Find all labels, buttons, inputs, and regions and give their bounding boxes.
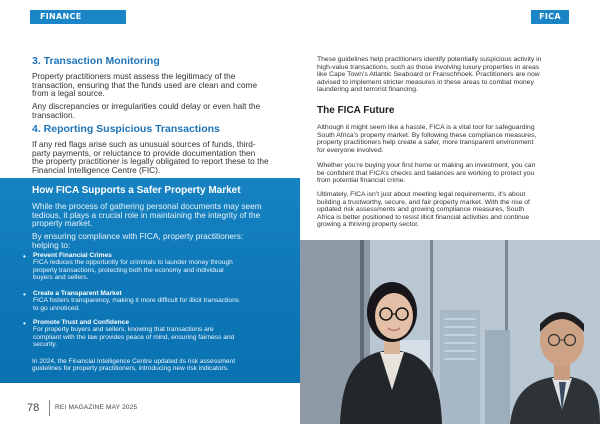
topic-tag: FICA [531, 10, 569, 24]
paragraph-reporting: If any red flags arise such as unusual sources of funds, third- party payments, or reluctance to provide documentation then the property practitioner is legally obligated to report these to the Financial Intelligence Centre (FIC). [32, 139, 269, 175]
bullet-dot-icon: • [23, 252, 26, 261]
magazine-issue: REI MAGAZINE MAY 2025 [55, 404, 138, 411]
bullet-dot-icon: • [23, 319, 26, 328]
paragraph-first-home: Whether you’re buying your first home or making an investment, you can be confident that FICA’s checks and balances are working to protect you from potential financial crime. [317, 162, 536, 185]
bullet-prevent-crimes: • Prevent Financial Crimes FICA reduces the opportunity for criminals to launder money through property transactions, protecting both the economy and individual buyers and sellers. [23, 252, 233, 282]
paragraph-vital-tool: Although it might seem like a hassle, FICA is a vital tool for safeguarding South Africa’s property market. By following these compliance measures, property practitioners help create a safer, more transparent environment for everyone involved. [317, 124, 537, 154]
page-number: 78 [27, 402, 40, 414]
paragraph-ultimately: Ultimately, FICA isn’t just about meeting legal requirements, it’s about building a trustworthy, secure, and fair property market. With the rise of updated risk assessments and growing compliance measures, South Africa is better positioned to resist illicit financial activities and continue growing a thriving property sector. [317, 191, 530, 229]
heading-transaction-monitoring: 3. Transaction Monitoring [32, 55, 160, 67]
heading-fica-future: The FICA Future [317, 105, 395, 116]
office-photo [300, 240, 600, 424]
footer-divider [49, 400, 50, 416]
paragraph-transaction-monitoring: Property practitioners must assess the legitimacy of the transaction, ensuring that the funds used are clean and come from a legal source. [32, 71, 258, 99]
callout-compliance: By ensuring compliance with FICA, property practitioners: helping to: [32, 231, 244, 250]
fica-callout-box [0, 178, 300, 383]
paragraph-discrepancies: Any discrepancies or irregularities could delay or even halt the transaction. [32, 101, 261, 120]
section-tag: FINANCE [30, 10, 126, 24]
paragraph-guidelines: These guidelines help practitioners identify potentially suspicious activity in high-value transactions, such as those involving luxury properties in areas like Cape Town’s Atlantic Seaboard or Franschhoek. Practitioners are now advised to implement stricter measures in these areas to combat money laundering and terrorist financing. [317, 56, 542, 94]
callout-intro: While the process of gathering personal documents may seem tedious, it plays a crucial role in maintaining the integrity of the property market. [32, 201, 262, 229]
bullet-trust-confidence: • Promote Trust and Confidence For property buyers and sellers, knowing that transactions are compliant with the law provides peace of mind, ensuring fairness and security. [23, 319, 235, 349]
callout-title: How FICA Supports a Safer Property Market [32, 185, 241, 196]
heading-reporting-suspicious: 4. Reporting Suspicious Transactions [32, 123, 220, 135]
bullet-transparent-market: • Create a Transparent Market FICA fosters transparency, making it more difficult for illicit transactions to go unnoticed. [23, 290, 240, 312]
business-people-illustration [300, 240, 600, 424]
callout-footnote: In 2024, the Financial Intelligence Centre updated its risk assessment guidelines for property practitioners, introducing new risk indicators. [32, 358, 236, 373]
bullet-dot-icon: • [23, 290, 26, 299]
